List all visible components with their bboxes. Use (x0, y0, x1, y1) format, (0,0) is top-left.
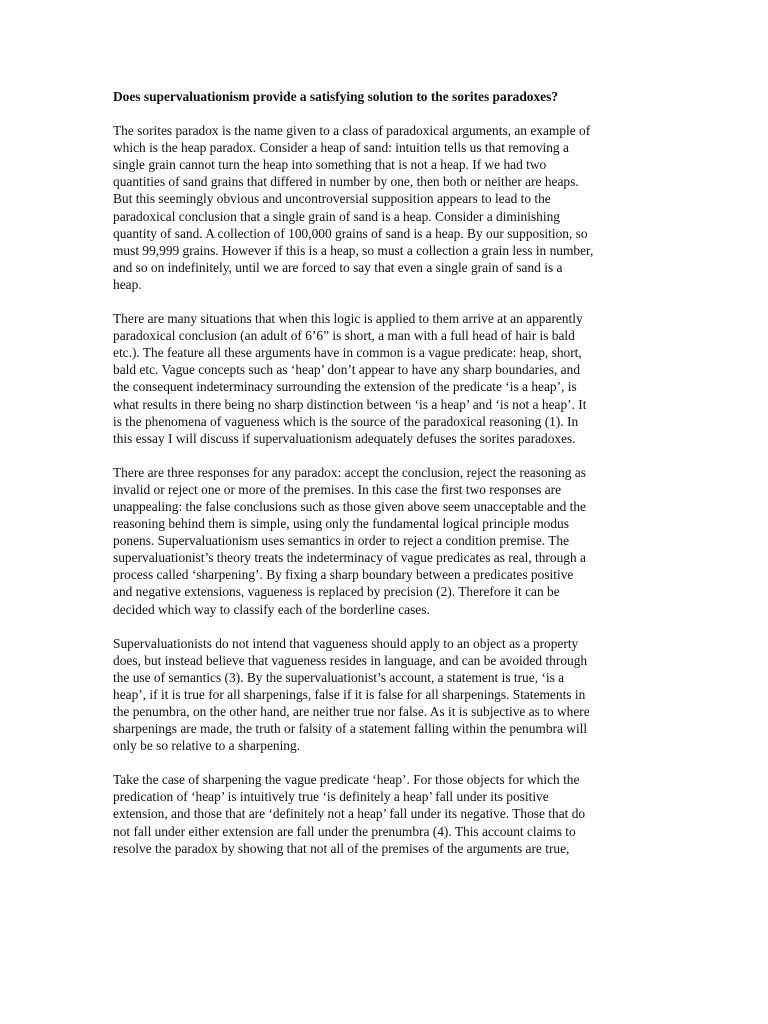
text-line: There are three responses for any paradox: accept the conclusion, reject the reasoning as (113, 464, 586, 480)
paragraph (113, 635, 658, 755)
text-line: ponens. Supervaluationism uses semantics in order to reject a condition premise. The (113, 533, 570, 549)
text-line: heap. (113, 276, 142, 292)
text-line: only be so relative to a sharpening. (113, 738, 301, 754)
text-line: not fall under either extension are fall under the prenumbra (4). This account claims to (113, 823, 576, 839)
text-line: bald etc. Vague concepts such as ‘heap’ don’t appear to have any sharp boundaries, and (113, 362, 581, 378)
text-line: heap’, if it is true for all sharpenings, false if it is false for all sharpenings. Statements in (113, 686, 586, 702)
text-line: and negative extensions, vagueness is replaced by precision (2). Therefore it can be (113, 584, 560, 600)
text-line: paradoxical conclusion (an adult of 6’6” is short, a man with a full head of hair is bald (113, 328, 575, 344)
text-line: etc.). The feature all these arguments have in common is a vague predicate: heap, short, (113, 345, 582, 361)
text-line: must 99,999 grains. However if this is a heap, so must a collection a grain less in number, (113, 242, 594, 258)
text-line: supervaluationist’s theory treats the indeterminacy of vague predicates as real, through a (113, 550, 586, 566)
text-line: which is the heap paradox. Consider a heap of sand: intuition tells us that removing a (113, 140, 569, 156)
text-line: quantity of sand. A collection of 100,000 grains of sand is a heap. By our supposition, so (113, 225, 588, 241)
paragraph (113, 771, 658, 856)
document-title: Does supervaluationism provide a satisfying solution to the sorites paradoxes? (113, 89, 559, 104)
text-line: sharpenings are made, the truth or falsity of a statement falling within the penumbra will (113, 721, 588, 737)
text-line: There are many situations that when this logic is applied to them arrive at an apparently (113, 311, 583, 327)
text-line: does, but instead believe that vagueness resides in language, and can be avoided through (113, 652, 588, 668)
text-line: paradoxical conclusion that a single grain of sand is a heap. Consider a diminishing (113, 208, 560, 224)
text-line: and so on indefinitely, until we are forced to say that even a single grain of sand is a (113, 259, 563, 275)
text-line: single grain cannot turn the heap into something that is not a heap. If we had two (113, 157, 547, 173)
text-line: predication of ‘heap’ is intuitively true ‘is definitely a heap’ fall under its positive (113, 789, 549, 805)
text-line: invalid or reject one or more of the premises. In this case the first two responses are (113, 481, 562, 497)
text-line: process called ‘sharpening’. By fixing a sharp boundary between a predicates positive (113, 567, 574, 583)
text-line: The sorites paradox is the name given to a class of paradoxical arguments, an example of (113, 123, 591, 139)
paragraph (113, 464, 658, 618)
text-line: the use of semantics (3). By the supervaluationist’s account, a statement is true, ‘is a (113, 669, 565, 685)
document-page (113, 88, 658, 874)
paragraph (113, 122, 658, 293)
text-line: quantities of sand grains that differed in number by one, then both or neither are heaps. (113, 174, 579, 190)
text-line: the consequent indeterminacy surrounding the extension of the predicate ‘is a heap’, is (113, 379, 577, 395)
text-line: But this seemingly obvious and uncontroversial supposition appears to lead to the (113, 191, 551, 207)
text-line: resolve the paradox by showing that not all of the premises of the arguments are true, (113, 840, 570, 856)
text-line: Supervaluationists do not intend that vagueness should apply to an object as a property (113, 635, 579, 651)
paragraph (113, 310, 658, 447)
text-line: is the phenomena of vagueness which is the source of the paradoxical reasoning (1). In (113, 413, 579, 429)
text-line: reasoning behind them is simple, using only the fundamental logical principle modus (113, 516, 569, 532)
text-line: decided which way to classify each of the borderline cases. (113, 601, 430, 617)
text-line: Take the case of sharpening the vague predicate ‘heap’. For those objects for which the (113, 772, 580, 788)
document-body (113, 122, 658, 857)
text-line: the penumbra, on the other hand, are neither true nor false. As it is subjective as to where (113, 704, 590, 719)
text-line: what results in there being no sharp distinction between ‘is a heap’ and ‘is not a heap’. It (113, 396, 587, 412)
text-line: this essay I will discuss if supervaluationism adequately defuses the sorites paradoxes. (113, 430, 576, 446)
text-line: unappealing: the false conclusions such as those given above seem unacceptable and the (113, 498, 586, 514)
text-line: extension, and those that are ‘definitely not a heap’ fall under its negative. Those that do (113, 806, 586, 822)
